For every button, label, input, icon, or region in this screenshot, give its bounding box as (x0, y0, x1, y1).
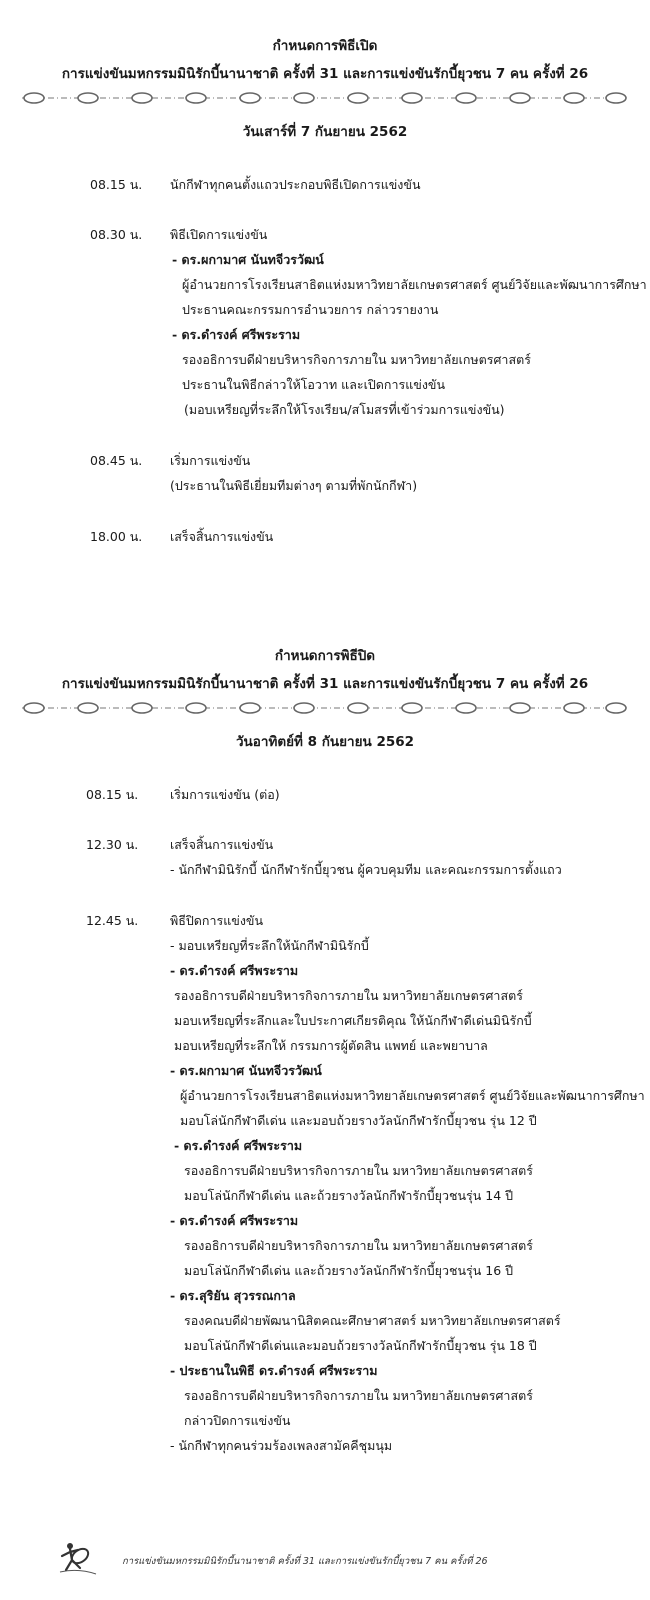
rugby-ball-divider (22, 700, 628, 716)
speaker-position: ผู้อำนวยการโรงเรียนสาธิตแห่งมหาวิทยาลัยเกษตรศาสตร์ ศูนย์วิจัยและพัฒนาการศึกษา (182, 277, 647, 292)
footer-text: การแข่งขันมหกรรมมินิรักบี้นานาชาติ ครั้งที่ 31 และการแข่งขันรักบี้ยุวชน 7 คน ครั้งที่ 26 (122, 1556, 488, 1567)
speaker-role: ประธานคณะกรรมการอำนวยการ กล่าวรายงาน (182, 302, 439, 317)
closing-item-note: - นักกีฬามินิรักบี้ นักกีฬารักบี้ยุวชน ผู้ควบคุมทีม และคณะกรรมการตั้งแถว (170, 862, 562, 877)
speaker-role: มอบเหรียญที่ระลึกให้ กรรมการผู้ตัดสิน แพทย์ และพยาบาล (174, 1038, 488, 1053)
speaker-name: - ดร.ดำรงค์ ศรีพระราม (170, 963, 299, 978)
opening-schedule (0, 32, 650, 142)
closing-title: กำหนดการพิธีปิด (274, 648, 376, 664)
opening-title: กำหนดการพิธีเปิด (272, 38, 378, 54)
speaker-note: (มอบเหรียญที่ระลึกให้โรงเรียน/สโมสรที่เข้าร่วมการแข่งขัน) (184, 402, 505, 417)
opening-item-text: เสร็จสิ้นการแข่งขัน (170, 529, 274, 544)
opening-item-note: (ประธานในพิธีเยี่ยมทีมต่างๆ ตามที่พักนักกีฬา) (170, 478, 418, 493)
closing-item-text: เริ่มการแข่งขัน (ต่อ) (170, 787, 280, 802)
rugby-ball-divider (22, 90, 628, 106)
speaker-role: ประธานในพิธีกล่าวให้โอวาท และเปิดการแข่งขัน (182, 377, 446, 392)
closing-step: - นักกีฬาทุกคนร่วมร้องเพลงสามัคคีชุมนุม (170, 1438, 393, 1453)
speaker-position: ผู้อำนวยการโรงเรียนสาธิตแห่งมหาวิทยาลัยเกษตรศาสตร์ ศูนย์วิจัยและพัฒนาการศึกษา (180, 1088, 645, 1103)
opening-item-text: พิธีเปิดการแข่งขัน (170, 227, 268, 242)
opening-subtitle: การแข่งขันมหกรรมมินิรักบี้นานาชาติ ครั้งที่ 31 และการแข่งขันรักบี้ยุวชน 7 คน ครั้งที่ 26 (61, 66, 589, 82)
speaker-position: รองอธิการบดีฝ่ายบริหารกิจการภายใน มหาวิทยาลัยเกษตรศาสตร์ (184, 1388, 533, 1403)
speaker-role: กล่าวปิดการแข่งขัน (184, 1413, 291, 1428)
page-footer (0, 1538, 650, 1578)
closing-item-time: 12.45 น. (86, 913, 139, 928)
opening-item-text: เริ่มการแข่งขัน (170, 453, 251, 468)
speaker-position: รองคณบดีฝ่ายพัฒนานิสิตคณะศึกษาศาสตร์ มหาวิทยาลัยเกษตรศาสตร์ (184, 1313, 561, 1328)
closing-schedule (0, 642, 650, 752)
closing-date: วันอาทิตย์ที่ 8 กันยายน 2562 (235, 734, 415, 750)
closing-item-text: เสร็จสิ้นการแข่งขัน (170, 837, 274, 852)
speaker-role: มอบโล่นักกีฬาดีเด่น และมอบถ้วยรางวัลนักกีฬารักบี้ยุวชน รุ่น 12 ปี (180, 1113, 537, 1128)
speaker-name: - ดร.ดำรงค์ ศรีพระราม (170, 1213, 299, 1228)
speaker-position: รองอธิการบดีฝ่ายบริหารกิจการภายใน มหาวิทยาลัยเกษตรศาสตร์ (184, 1163, 533, 1178)
speaker-position: รองอธิการบดีฝ่ายบริหารกิจการภายใน มหาวิทยาลัยเกษตรศาสตร์ (174, 988, 523, 1003)
speaker-name: - ดร.ผกามาศ นันทจีวรวัฒน์ (170, 1063, 322, 1078)
closing-step: - มอบเหรียญที่ระลึกให้นักกีฬามินิรักบี้ (170, 938, 369, 953)
speaker-name: - ดร.ดำรงค์ ศรีพระราม (174, 1138, 303, 1153)
rugby-player-logo-icon (58, 1538, 98, 1578)
speaker-role: มอบโล่นักกีฬาดีเด่น และถ้วยรางวัลนักกีฬารักบี้ยุวชนรุ่น 16 ปี (184, 1263, 514, 1278)
closing-item-time: 08.15 น. (86, 787, 139, 802)
speaker-role: มอบโล่นักกีฬาดีเด่นและมอบถ้วยรางวัลนักกีฬารักบี้ยุวชน รุ่น 18 ปี (184, 1338, 537, 1353)
opening-item-text: นักกีฬาทุกคนตั้งแถวประกอบพิธีเปิดการแข่งขัน (170, 177, 421, 192)
speaker-name: - ดร.ดำรงค์ ศรีพระราม (172, 327, 301, 342)
speaker-name: - ดร.ผกามาศ นันทจีวรวัฒน์ (172, 252, 324, 267)
speaker-role: มอบโล่นักกีฬาดีเด่น และถ้วยรางวัลนักกีฬารักบี้ยุวชนรุ่น 14 ปี (184, 1188, 514, 1203)
speaker-position: รองอธิการบดีฝ่ายบริหารกิจการภายใน มหาวิทยาลัยเกษตรศาสตร์ (182, 352, 531, 367)
closing-item-text: พิธีปิดการแข่งขัน (170, 913, 264, 928)
closing-subtitle: การแข่งขันมหกรรมมินิรักบี้นานาชาติ ครั้งที่ 31 และการแข่งขันรักบี้ยุวชน 7 คน ครั้งที่ 26 (61, 676, 589, 692)
opening-date: วันเสาร์ที่ 7 กันยายน 2562 (242, 124, 408, 140)
opening-item-time: 08.30 น. (90, 227, 143, 242)
rugby-ball-divider-icon (22, 90, 628, 106)
opening-item-time: 18.00 น. (90, 529, 143, 544)
closing-item-time: 12.30 น. (86, 837, 139, 852)
speaker-position: รองอธิการบดีฝ่ายบริหารกิจการภายใน มหาวิทยาลัยเกษตรศาสตร์ (184, 1238, 533, 1253)
speaker-role: มอบเหรียญที่ระลึกและใบประกาศเกียรติคุณ ให้นักกีฬาดีเด่นมินิรักบี้ (174, 1013, 532, 1028)
speaker-name: - ดร.สุริยัน สุวรรณกาล (170, 1288, 296, 1303)
rugby-ball-divider-icon (22, 700, 628, 716)
opening-item-time: 08.45 น. (90, 453, 143, 468)
speaker-name: - ประธานในพิธี ดร.ดำรงค์ ศรีพระราม (170, 1363, 378, 1378)
opening-item-time: 08.15 น. (90, 177, 143, 192)
